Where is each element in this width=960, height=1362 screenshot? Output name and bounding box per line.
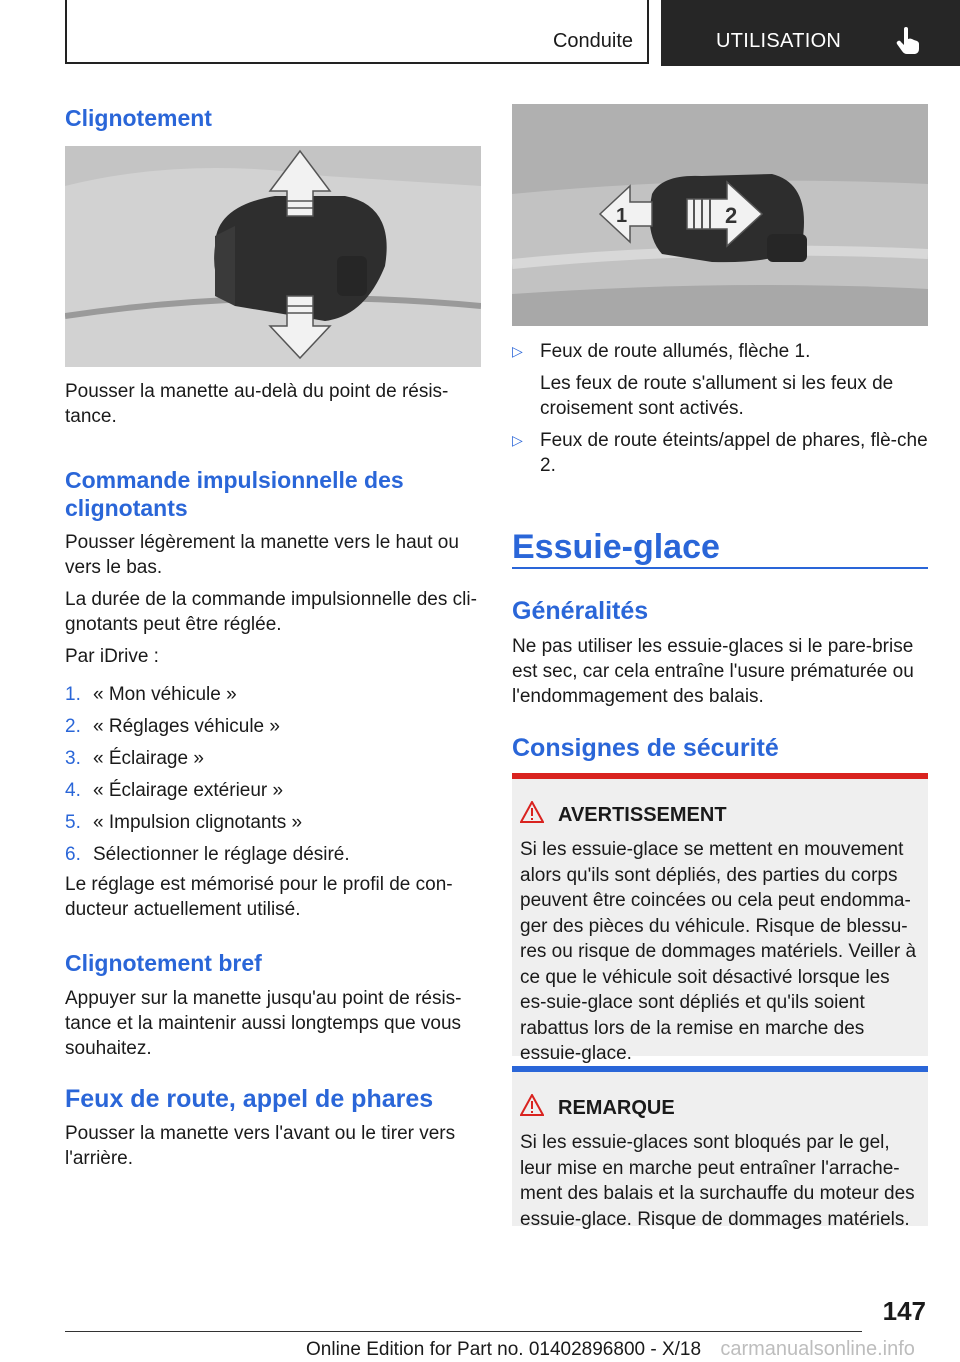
- high-beam-illustration: [512, 104, 928, 326]
- chapter-title-essuie-glace: Essuie-glace: [512, 528, 720, 566]
- warning-triangle-icon: [520, 801, 544, 823]
- para-generalites: Ne pas utiliser les essuie-glaces si le pare-brise est sec, car cela entraîne l'usure prématurée ou l'endommagement des balais.: [512, 636, 914, 707]
- para-appuyer-manette: Appuyer sur la manette jusqu'au point de résis-tance et la maintenir aussi longtemps que vous souhaitez.: [65, 988, 462, 1059]
- turn-signal-drawing: [65, 146, 481, 367]
- para-reglage-memorise: Le réglage est mémorisé pour le profil de con-ducteur actuellement utilisé.: [65, 874, 453, 920]
- list-item: 1. « Mon véhicule »: [65, 684, 237, 705]
- idrive-steps-list: [65, 682, 481, 874]
- page-number: 147: [882, 1296, 926, 1326]
- section-title-feux-route: Feux de route, appel de phares: [65, 1085, 434, 1113]
- list-item: 3. « Éclairage »: [65, 748, 204, 769]
- triangle-bullet-icon: ▷: [512, 343, 523, 359]
- hand-pointer-icon: [895, 27, 921, 55]
- header-section-title: Conduite: [552, 30, 633, 52]
- title-underline: [512, 567, 928, 569]
- warning-triangle-icon: [520, 1094, 544, 1116]
- bullet-feux-allumes: ▷ Feux de route allumés, flèche 1. Les feux de route s'allument si les feux de croisement sont activés.: [512, 339, 928, 421]
- section-title-clignotement: Clignotement: [65, 105, 212, 131]
- bullet-feux-allumes-sub: Les feux de route s'allument si les feux de croisement sont activés.: [540, 373, 894, 419]
- footer-divider: [65, 1331, 862, 1332]
- list-item: 4. « Éclairage extérieur »: [65, 780, 284, 801]
- high-beam-drawing: [512, 104, 928, 326]
- para-pousser-manette: Pousser la manette au-delà du point de résis-tance.: [65, 381, 449, 427]
- para-pousser-legerement: Pousser légèrement la manette vers le haut ou vers le bas.: [65, 532, 459, 578]
- list-item: 5. « Impulsion clignotants »: [65, 812, 303, 833]
- header-chapter-box: [661, 0, 960, 66]
- para-duree-impulsion: La durée de la commande impulsionnelle des cli-gnotants peut être réglée.: [65, 589, 477, 635]
- para-par-idrive: Par iDrive :: [65, 646, 159, 667]
- note-text: Si les essuie-glaces sont bloqués par le gel, leur mise en marche peut entraîner l'arrache-ment des balais et la surchauffe du moteur des essuie-glace. Risque de dommages matériels.: [520, 1132, 915, 1230]
- list-item: 2. « Réglages véhicule »: [65, 716, 280, 737]
- warning-title: AVERTISSEMENT: [558, 803, 920, 827]
- note-box: [512, 1066, 928, 1230]
- section-title-generalites: Généralités: [512, 597, 649, 625]
- turn-signal-illustration: [65, 146, 481, 367]
- section-title-impulsion: Commande impulsionnelle des clignotants: [65, 467, 404, 521]
- header-chapter-title: UTILISATION: [716, 30, 842, 52]
- triangle-bullet-icon: ▷: [512, 432, 523, 448]
- arrow-2-label: 2: [725, 203, 738, 228]
- list-item: 6. Sélectionner le réglage désiré.: [65, 844, 350, 865]
- arrow-1-label: 1: [616, 205, 628, 227]
- section-title-clignotement-bref: Clignotement bref: [65, 950, 262, 976]
- header-section-box: [65, 0, 649, 64]
- note-title: REMARQUE: [558, 1096, 920, 1120]
- warning-box: [512, 773, 928, 1064]
- bullet-feux-eteints: ▷ Feux de route éteints/appel de phares, flè-che 2.: [512, 430, 928, 476]
- section-title-consignes: Consignes de sécurité: [512, 734, 779, 762]
- warning-text: Si les essuie-glace se mettent en mouvement alors qu'ils sont dépliés, des parties du corps peuvent être coincées ou cela peut endomma-ger des pièces du véhicule. Risque de blessu-res ou risque de dommages matériels. Veiller à ce que le véhicule soit désactivé lorsque les es-suie-glace sont dépliés et qu'ils soient rabattus lors de la remise en marche des essuie-glace.: [520, 839, 917, 1064]
- footer-watermark: carmanualsonline.info: [720, 1338, 915, 1360]
- para-pousser-avant: Pousser la manette vers l'avant ou le tirer vers l'arrière.: [65, 1123, 456, 1169]
- footer-edition: Online Edition for Part no. 01402896800 - X/18 carmanualsonline.info: [306, 1338, 915, 1360]
